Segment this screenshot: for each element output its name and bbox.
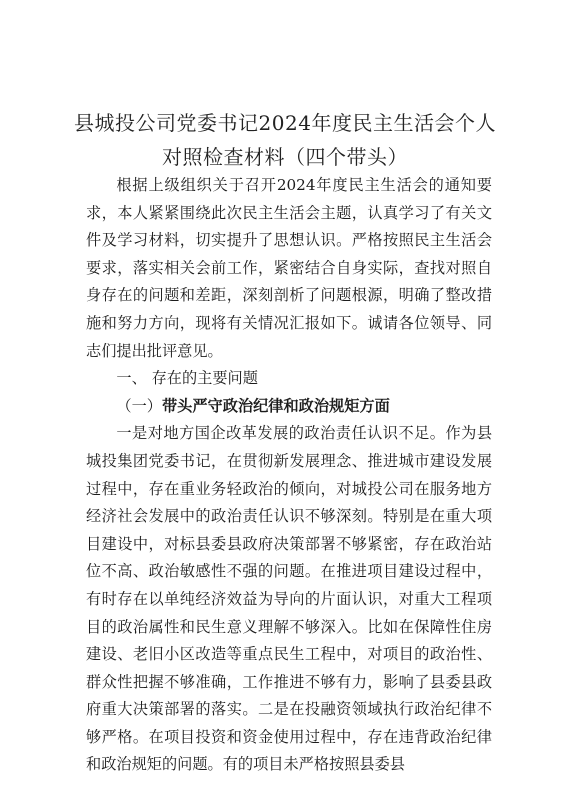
- intro-paragraph: 根据上级组织关于召开2024年度民主生活会的通知要求，本人紧紧围绕此次民主生活会主题，认真学习了有关文件及学习材料，切实提升了思想认识。严格按照民主生活会要求，落实相关会前工作，紧密结合自身实际，查找对照自身存在的问题和差距，深刻剖析了问题根源，明确了整改措施和努力方向，现将有关情况汇报如下。诚请各位领导、同志们提出批评意见。: [86, 176, 492, 360]
- document-body: [86, 172, 492, 779]
- subsection-heading: [86, 393, 492, 421]
- section-heading: 一、 存在的主要问题: [116, 369, 258, 388]
- subsection-heading-prefix: （一）: [116, 396, 162, 415]
- subsection-heading-text: 带头严守政治纪律和政治规矩方面: [161, 396, 390, 415]
- document-title: 县城投公司党委书记2024年度民主生活会个人对照检查材料（四个带头）: [74, 111, 496, 169]
- body-paragraph: 一是对地方国企改革发展的政治责任认识不足。作为县城投集团党委书记，在贯彻新发展理念、推进城市建设发展过程中，存在重业务轻政治的倾向，对城投公司在服务地方经济社会发展中的政治责任认识不够深刻。特别是在重大项目建设中，对标县委县政府决策部署不够紧密，存在政治站位不高、政治敏感性不强的问题。在推进项目建设过程中，有时存在以单纯经济效益为导向的片面认识，对重大工程项目的政治属性和民生意义理解不够深入。比如在保障性住房建设、老旧小区改造等重点民生工程中，对项目的政治性、群众性把握不够准确，工作推进不够有力，影响了县委县政府重大决策部署的落实。二是在投融资领域执行政治纪律不够严格。在项目投资和资金使用过程中，存在违背政治纪律和政治规矩的问题。有的项目未严格按照县委县: [86, 424, 492, 774]
